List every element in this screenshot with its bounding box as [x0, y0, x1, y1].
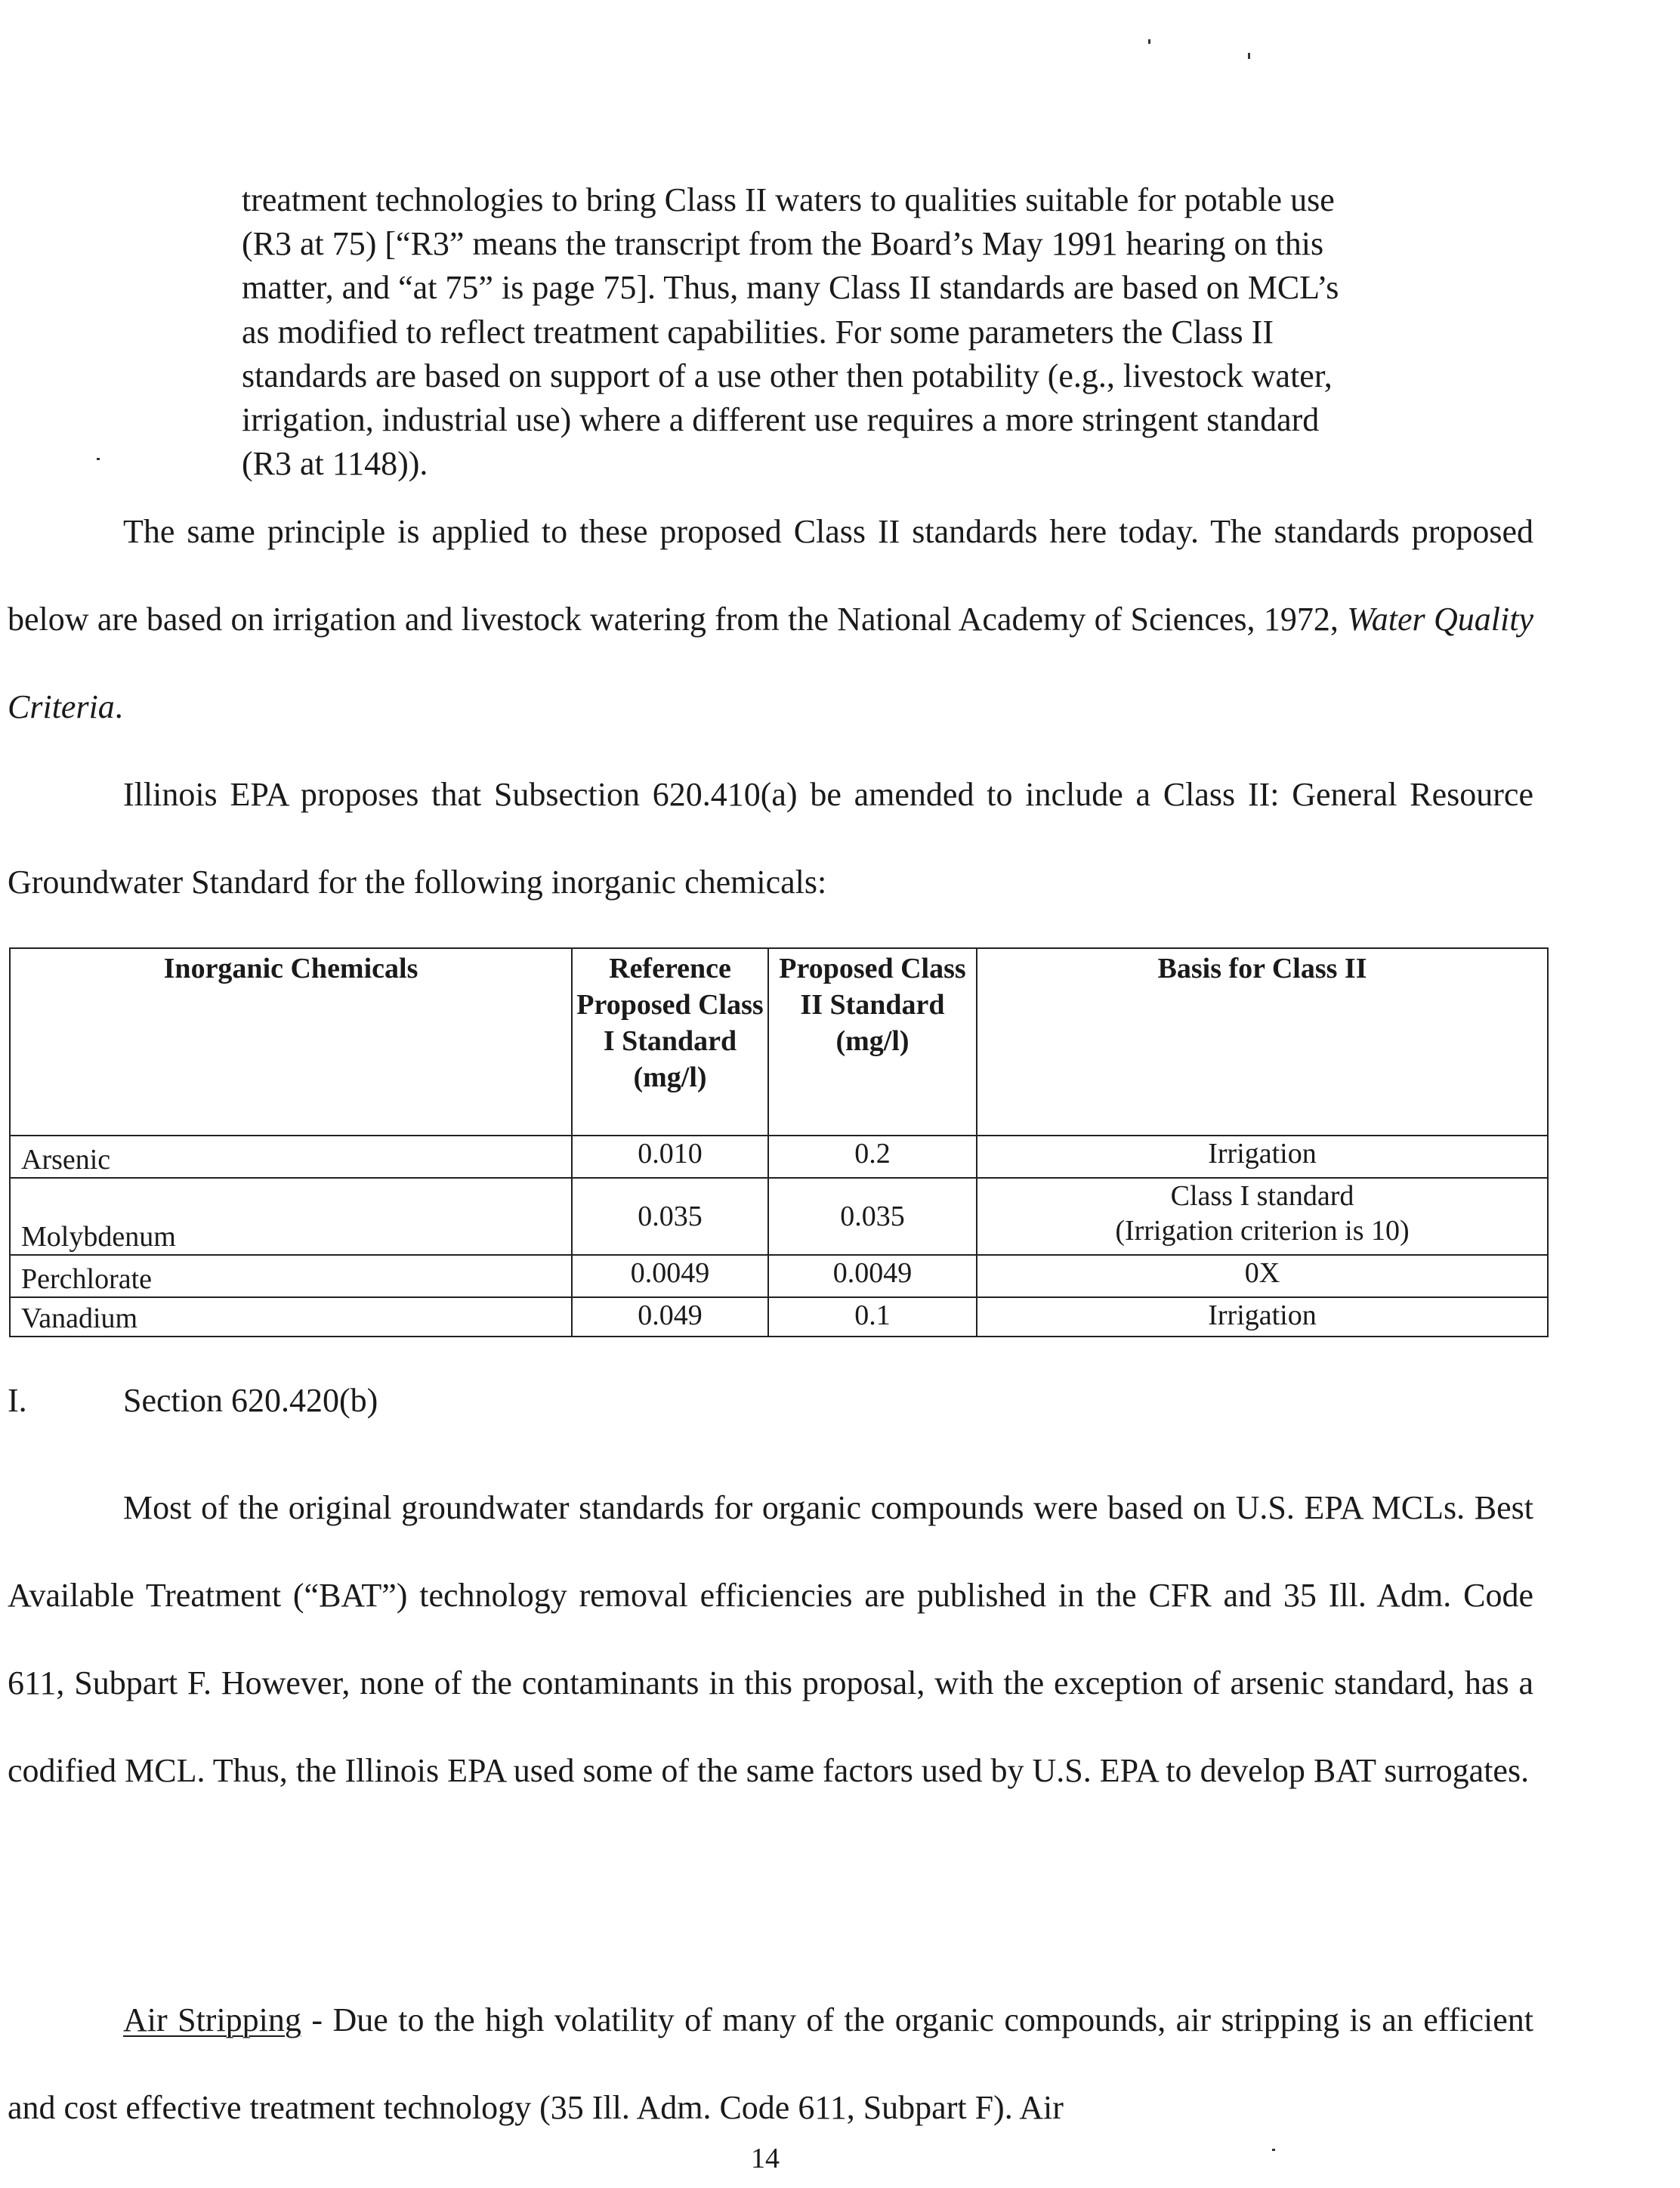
class2-cell: 0.0049	[768, 1255, 977, 1297]
basis-line: Class I standard	[1170, 1180, 1354, 1212]
quote-line: matter, and “at 75” is page 75]. Thus, many Class II standards are based on MCL’s	[242, 269, 1339, 307]
table-row	[10, 1178, 1548, 1255]
proposal-text: Illinois EPA proposes that Subsection 620.410(a) be amended to include a Class II: General Resource Groundwater Standard for the following inorganic chemicals:	[8, 776, 1533, 901]
air-stripping-text: - Due to the high volatility of many of the organic compounds, air stripping is an efficient and cost effective treatment technology (35 Ill. Adm. Code 611, Subpart F). Air	[8, 2001, 1533, 2126]
chemical-cell: Vanadium	[10, 1297, 572, 1337]
citation-title: Water Quality Criteria	[8, 601, 1534, 725]
page-number: 14	[751, 2143, 780, 2174]
air-stripping-paragraph	[8, 1976, 1533, 2152]
quote-line: treatment technologies to bring Class II waters to qualities suitable for potable use	[242, 181, 1335, 218]
air-stripping-heading: Air Stripping	[123, 2001, 301, 2038]
organic-paragraph	[8, 1464, 1533, 1815]
table-row	[10, 1136, 1548, 1178]
basis-cell: Irrigation	[977, 1297, 1548, 1337]
quote-line: (R3 at 1148)).	[242, 445, 428, 483]
column-header: Inorganic Chemicals	[10, 948, 572, 1136]
scan-mark	[1248, 53, 1250, 59]
class1-cell: 0.035	[572, 1178, 768, 1255]
class1-cell: 0.010	[572, 1136, 768, 1178]
section-number: I.	[8, 1382, 27, 1419]
class1-cell: 0.049	[572, 1297, 768, 1337]
chemical-cell: Arsenic	[10, 1136, 572, 1178]
table-row	[10, 1297, 1548, 1337]
quoted-paragraph	[242, 178, 1539, 486]
proposal-paragraph	[8, 751, 1533, 926]
chemical-cell: Perchlorate	[10, 1255, 572, 1297]
quote-line: irrigation, industrial use) where a different use requires a more stringent standard	[242, 401, 1320, 439]
scan-mark	[1272, 2149, 1275, 2151]
chemical-cell: Molybdenum	[10, 1178, 572, 1255]
column-header: Reference Proposed Class I Standard (mg/l)	[572, 948, 768, 1136]
quote-line: standards are based on support of a use other then potability (e.g., livestock water,	[242, 357, 1333, 394]
scan-mark	[1148, 39, 1150, 44]
class2-cell: 0.035	[768, 1178, 977, 1255]
column-header: Proposed Class II Standard (mg/l)	[768, 948, 977, 1136]
principle-paragraph	[8, 488, 1533, 751]
basis-cell: Irrigation	[977, 1136, 1548, 1178]
principle-text: The same principle is applied to these proposed Class II standards here today. The standards proposed below are based on irrigation and livestock watering from the National Academy of Sciences, 1972,	[8, 513, 1533, 638]
principle-end: .	[114, 688, 123, 725]
table-header-row	[10, 948, 1548, 1136]
class2-cell: 0.1	[768, 1297, 977, 1337]
basis-line: (Irrigation criterion is 10)	[1115, 1215, 1410, 1247]
class1-cell: 0.0049	[572, 1255, 768, 1297]
organic-text: Most of the original groundwater standards for organic compounds were based on U.S. EPA MCLs. Best Available Treatment (“BAT”) technology removal efficiencies are published in the CFR and 35 Ill. Adm. Code 611, Subpart F. However, none of the contaminants in this proposal, with the exception of arsenic standard, has a codified MCL. Thus, the Illinois EPA used some of the same factors used by U.S. EPA to develop BAT surrogates.	[8, 1489, 1533, 1789]
inorganic-standards-table	[9, 947, 1549, 1337]
basis-cell	[977, 1178, 1548, 1255]
section-title: Section 620.420(b)	[123, 1382, 378, 1419]
quote-line: (R3 at 75) [“R3” means the transcript from the Board’s May 1991 hearing on this	[242, 225, 1324, 263]
column-header: Basis for Class II	[977, 948, 1548, 1136]
table-row	[10, 1255, 1548, 1297]
quote-line: as modified to reflect treatment capabilities. For some parameters the Class II	[242, 313, 1274, 351]
class2-cell: 0.2	[768, 1136, 977, 1178]
scan-mark	[97, 458, 100, 460]
basis-cell: 0X	[977, 1255, 1548, 1297]
